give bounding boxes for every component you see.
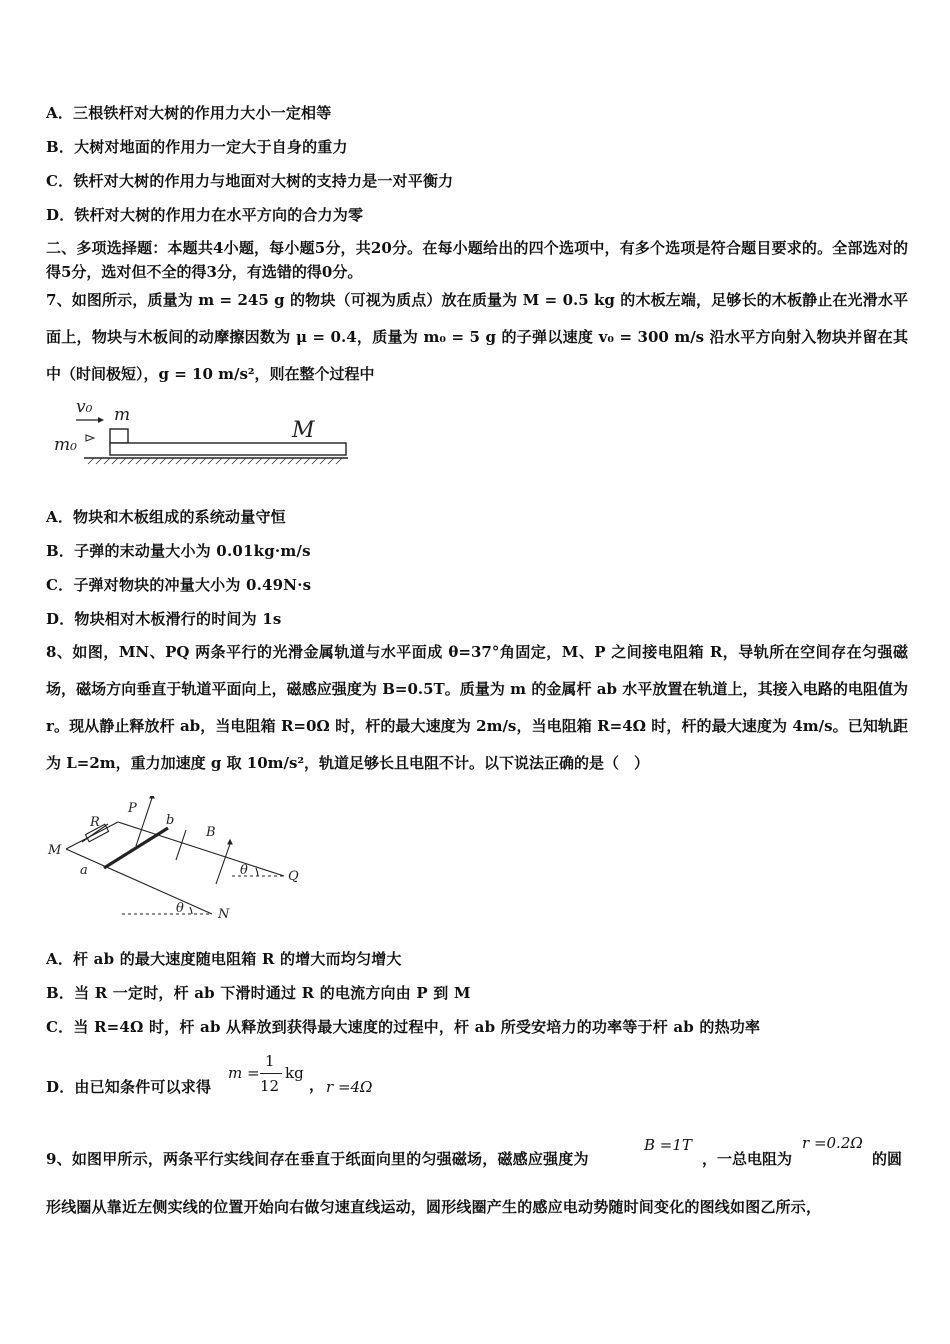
q8-option-d-fraction-bar: [260, 1073, 282, 1074]
q9-r-value: r =0.2Ω: [802, 1134, 863, 1152]
q8-option-b: B．当 R 一定时，杆 ab 下滑时通过 R 的电流方向由 P 到 M: [46, 984, 471, 1002]
q8-option-d-unit: kg: [285, 1064, 304, 1082]
q8-option-d-denominator: 12: [260, 1077, 280, 1095]
q8-stem: 8、如图，MN、PQ 两条平行的光滑金属轨道与水平面成 θ=37°角固定，M、P 之间接电阻箱 R，导轨所在空间存在匀强磁场，磁场方向垂直于轨道平面向上，磁感应强度为 B=0.5T。质量为 m 的金属杆 ab 水平放置在轨道上，其接入电路的电阻值为 r。现从静止释放杆 ab，当电阻箱 R=0Ω 时，杆的最大速度为 2m/s，当电阻箱 R=4Ω 时，杆的最大速度为 4m/s。已知轨距为 L=2m，重力加速度 g 取 10m/s²，轨道足够长且电阻不计。以下说法正确的是（ ）: [46, 643, 908, 772]
q8-label-M: M: [48, 843, 62, 858]
section-2-heading: 二、多项选择题：本题共4小题，每小题5分，共20分。在每小题给出的四个选项中，有多个选项是符合题目要求的。全部选对的得5分，选对但不全的得3分，有选错的得0分。: [46, 239, 908, 281]
q8-option-d-m: m =: [228, 1064, 260, 1082]
q6-option-b: B．大树对地面的作用力一定大于自身的重力: [46, 138, 348, 156]
q9-text-part2: ，一总电阻为: [702, 1150, 793, 1168]
q7-option-b: B．子弹的末动量大小为 0.01kg·m/s: [46, 542, 311, 560]
q7-option-d: D．物块相对木板滑行的时间为 1s: [46, 610, 282, 628]
q8-label-a: a: [80, 863, 88, 878]
q6-option-c: C．铁杆对大树的作用力与地面对大树的支持力是一对平衡力: [46, 172, 454, 190]
q6-option-a: A．三根铁杆对大树的作用力大小一定相等: [46, 104, 332, 122]
q7-label-v0: v₀: [76, 398, 93, 417]
q8-label-P: P: [128, 801, 137, 816]
q9-text-line2: 形线圈从靠近左侧实线的位置开始向右做匀速直线运动，圆形线圈产生的感应电动势随时间变化的图线如图乙所示，: [46, 1198, 822, 1216]
q8-option-d-prefix: D．由已知条件可以求得: [46, 1078, 212, 1096]
q8-label-R: R: [90, 815, 100, 830]
q8-label-theta-lower: θ: [176, 901, 184, 916]
q7-label-m: m: [114, 405, 131, 425]
q7-figure: [48, 398, 358, 478]
q8-label-N: N: [218, 907, 230, 922]
q9-B-value: B =1T: [644, 1136, 692, 1154]
q7-option-a: A．物块和木板组成的系统动量守恒: [46, 508, 286, 526]
q7-label-m0: m₀: [54, 435, 77, 455]
q7-label-M: M: [292, 418, 315, 443]
q8-label-theta-upper: θ: [240, 863, 248, 878]
q8-label-b: b: [166, 813, 175, 828]
q9-text-part1: 9、如图甲所示，两条平行实线间存在垂直于纸面向里的匀强磁场，磁感应强度为: [46, 1150, 589, 1168]
q8-label-Q: Q: [288, 869, 299, 884]
q6-option-d: D．铁杆对大树的作用力在水平方向的合力为零: [46, 206, 364, 224]
q8-option-c: C．当 R=4Ω 时，杆 ab 从释放到获得最大速度的过程中，杆 ab 所受安培力的功率等于杆 ab 的热功率: [46, 1018, 761, 1036]
q7-stem: 7、如图所示，质量为 m = 245 g 的物块（可视为质点）放在质量为 M = 0.5 kg 的木板左端，足够长的木板静止在光滑水平面上，物块与木板间的动摩擦因数为 μ = 0.4，质量为 m₀ = 5 g 的子弹以速度 v₀ = 300 m/s 沿水平方向射入物块并留在其中（时间极短），g = 10 m/s²，则在整个过程中: [46, 291, 908, 383]
q8-option-d-numerator: 1: [265, 1052, 275, 1070]
q8-option-d-r: r =4Ω: [326, 1078, 373, 1096]
q9-text-part3: 的圆: [872, 1150, 903, 1168]
q8-option-a: A．杆 ab 的最大速度随电阻箱 R 的增大而均匀增大: [46, 950, 402, 968]
q8-label-B: B: [206, 825, 216, 840]
q8-option-d-separator: ，: [309, 1076, 325, 1094]
q8-figure: [46, 796, 316, 926]
q7-option-c: C．子弹对物块的冲量大小为 0.49N·s: [46, 576, 312, 594]
